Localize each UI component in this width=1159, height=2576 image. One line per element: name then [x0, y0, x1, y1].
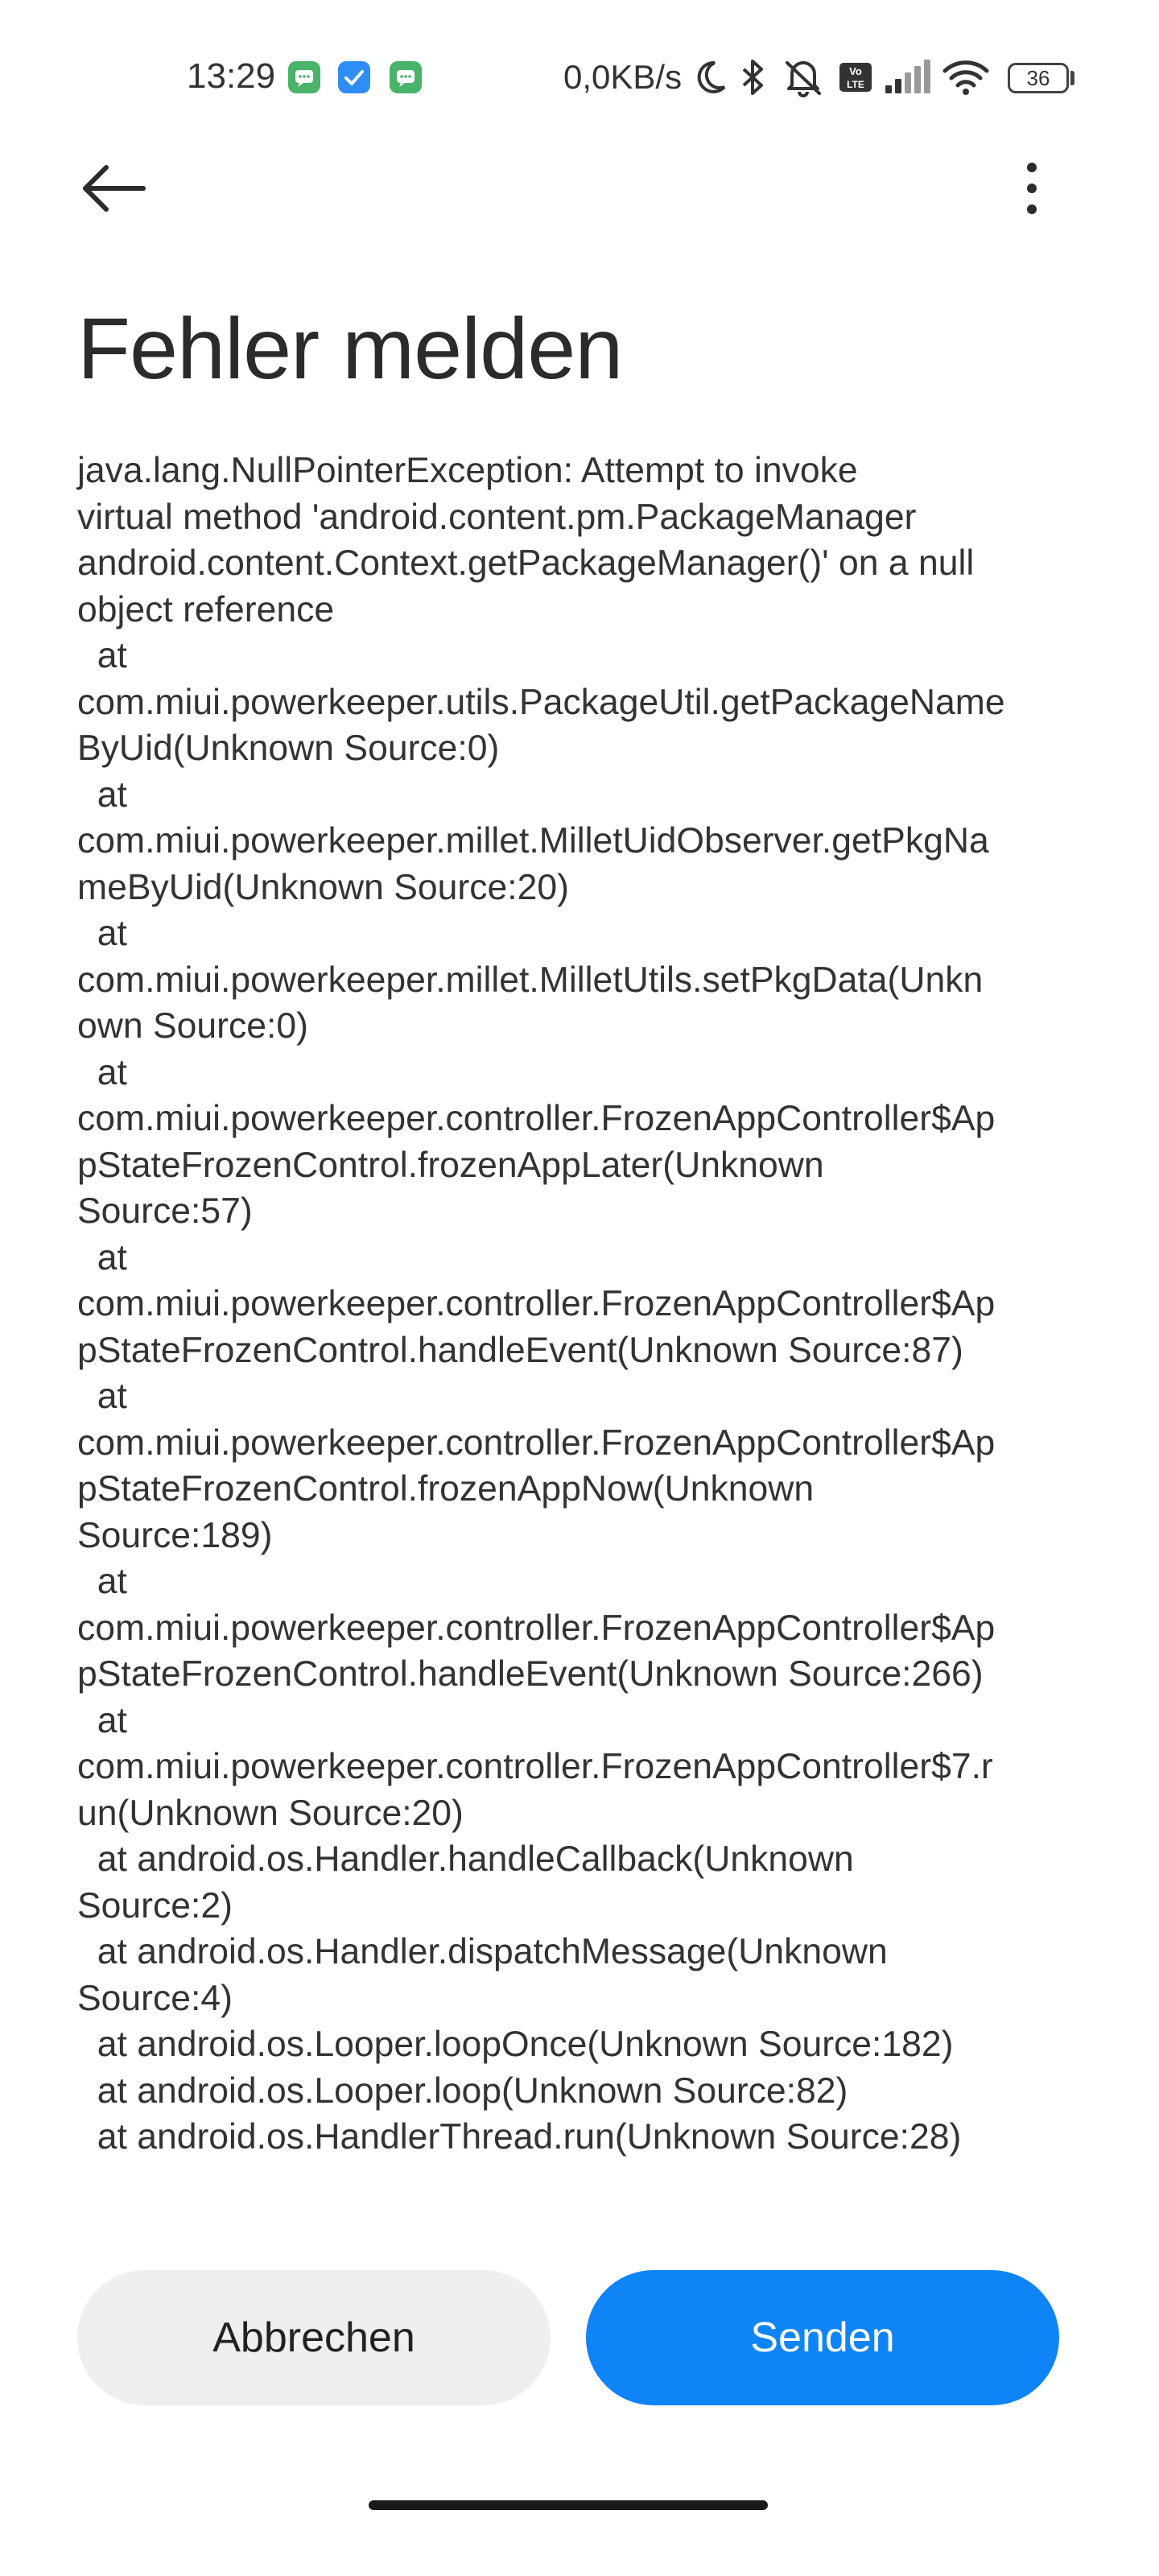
status-time: 13:29: [187, 56, 276, 96]
wifi-icon: [942, 56, 990, 98]
battery-tip: [1070, 71, 1074, 85]
battery-level: 36: [1026, 66, 1050, 90]
moon-icon: [691, 56, 729, 98]
message-icon: [288, 61, 320, 93]
checkbox-icon: [338, 61, 370, 93]
more-vertical-icon: [998, 158, 1062, 238]
svg-text:Vo: Vo: [849, 65, 862, 77]
error-log-text: java.lang.NullPointerException: Attempt to invoke virtual method 'android.content.pm.PackageManager android.content.Context.getPackageManager()' on a null object reference at com.miui.powerkeeper.utils.PackageUtil.getPackageName ByUid(Unknown Source:0) at com.miui.powerkeeper.millet.MilletUidObserver.getPkgNa meByUid(Unknown Source:20) at com.miui.powerkeeper.millet.MilletUtils.setPkgData(Unkn own Source:0) at com.miui.powerkeeper.controller.FrozenAppController$Ap pStateFrozenControl.frozenAppLater(Unknown Source:57) at com.miui.powerkeeper.controller.FrozenAppController$Ap pStateFrozenControl.handleEvent(Unknown Source:87) at com.miui.powerkeeper.controller.FrozenAppController$Ap pStateFrozenControl.frozenAppNow(Unknown Source:189) at com.miui.powerkeeper.controller.FrozenAppController$Ap pStateFrozenControl.handleEvent(Unknown Source:266) at com.miui.powerkeeper.controller.FrozenAppController$7.r un(Unknown Source:20) at android.os.Handler.handleCallback(Unknown Source:2) at android.os.Handler.dispatchMessage(Unknown Source:4) at android.os.Looper.loopOnce(Unknown Source:182) at android.os.Looper.loop(Unknown Source:82) at android.os.HandlerThread.run(Unknown Source:28): [77, 451, 1005, 2157]
status-bar: [0, 0, 1159, 161]
message-icon: [390, 61, 422, 93]
cancel-button[interactable]: Abbrechen: [77, 2270, 551, 2405]
battery-icon: [1008, 63, 1069, 93]
home-indicator[interactable]: [369, 2500, 768, 2510]
network-speed: 0,0KB/s: [563, 58, 683, 96]
volte-icon: [837, 56, 874, 98]
send-button[interactable]: Senden: [586, 2270, 1059, 2405]
signal-icon: [882, 56, 932, 98]
more-options-button[interactable]: [998, 158, 1062, 238]
svg-text:LTE: LTE: [847, 79, 864, 90]
arrow-left-icon: [74, 158, 155, 238]
silent-bell-icon: [781, 56, 826, 98]
bluetooth-icon: [739, 56, 768, 98]
back-button[interactable]: [74, 158, 155, 238]
page-title: Fehler melden: [77, 299, 623, 397]
